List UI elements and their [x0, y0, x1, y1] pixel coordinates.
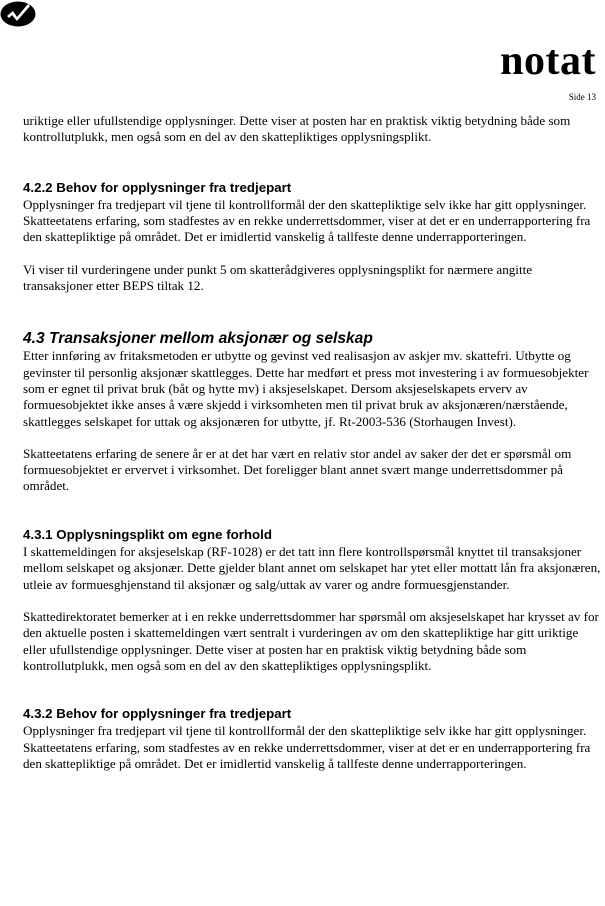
logo-icon — [0, 0, 38, 28]
heading-4-3-1: 4.3.1 Opplysningsplikt om egne forhold — [23, 526, 272, 542]
heading-4-3: 4.3 Transaksjoner mellom aksjonær og selskap — [23, 330, 373, 348]
document-body — [23, 113, 601, 772]
heading-4-2-2: 4.2.2 Behov for opplysninger fra tredjepart — [23, 179, 292, 195]
paragraph: I skattemeldingen for aksjeselskap (RF-1028) er det tatt inn flere kontrollspørsmål knyttet til transaksjoner mellom selskapet og aksjonær. Dette gjelder blant annet om selskapet har ytet eller mottatt lån fra aksjonæren, utleie av formuesghjenstand til aksjonær og salg/uttak av varer og andre formuesgjenstander. — [23, 544, 601, 592]
paragraph: Skattedirektoratet bemerker at i en rekke underrettsdommer har spørsmål om aksjeselskapet har krysset av for den aktuelle posten i skattemeldingen vært sentralt i vurderingen av om den skattepliktige har gitt uriktige eller ufullstendige opplysninger. Dette viser at posten har en praktisk viktig betydning både som kontrollutplukk, men også som en del av den skattepliktiges opplysningsplikt. — [23, 608, 599, 673]
paragraph: Vi viser til vurderingene under punkt 5 om skatterådgiveres opplysningsplikt for nærmere angitte transaksjoner etter BEPS tiltak 12. — [23, 261, 533, 294]
paragraph: Opplysninger fra tredjepart vil tjene til kontrollformål der den skattepliktige selv ikke har gitt opplysninger. Skatteetatens erfaring, som stadfestes av en rekke underrettsdommer, viser at det er en underrapportering fra den skattepliktige på området. Det er imidlertid vanskelig å tallfeste denne underrapporteringen. — [23, 723, 591, 772]
paragraph: Etter innføring av fritaksmetoden er utbytte og gevinst ved realisasjon av askjer mv. skattefri. Utbytte og gevinster til personlig aksjonær skattlegges. Dette har medført et press mot investering i av formuesobjekter som er egnet til privat bruk (båt og hytte mv) i aksjeselskapet. Dersom aksjeselskapets erverv av formuesobjektet ikke anses å være skjedd i virksomheten men til privat bruk av aksjonæren/nærstående, skattlegges selskapet for uttak og aksjonæren for utbytte, jf. Rt-2003-536 (Storhaugen Invest). — [23, 348, 589, 429]
page-number: Side 13 — [568, 92, 596, 102]
paragraph: Skatteetatens erfaring de senere år er at det har vært en relativ stor andel av saker der det er spørsmål om formuesobjektet er ervervet i virksomhet. Det foreligger blant annet svært mange underrettsdommer på området. — [23, 445, 572, 494]
heading-4-3-2: 4.3.2 Behov for opplysninger fra tredjepart — [23, 706, 292, 722]
document-title: notat — [500, 38, 596, 84]
paragraph: uriktige eller ufullstendige opplysninger. Dette viser at posten har en praktisk viktig betydning både som kontrollutplukk, men også som en del av den skattepliktiges opplysningsplikt. — [23, 113, 571, 145]
paragraph: Opplysninger fra tredjepart vil tjene til kontrollformål der den skattepliktige selv ikke har gitt opplysninger. Skatteetatens erfaring, som stadfestes av en rekke underrettsdommer, viser at det er en underrapportering fra den skattepliktige på området. Det er imidlertid vanskelig å tallfeste denne underrapporteringen. — [23, 196, 591, 245]
